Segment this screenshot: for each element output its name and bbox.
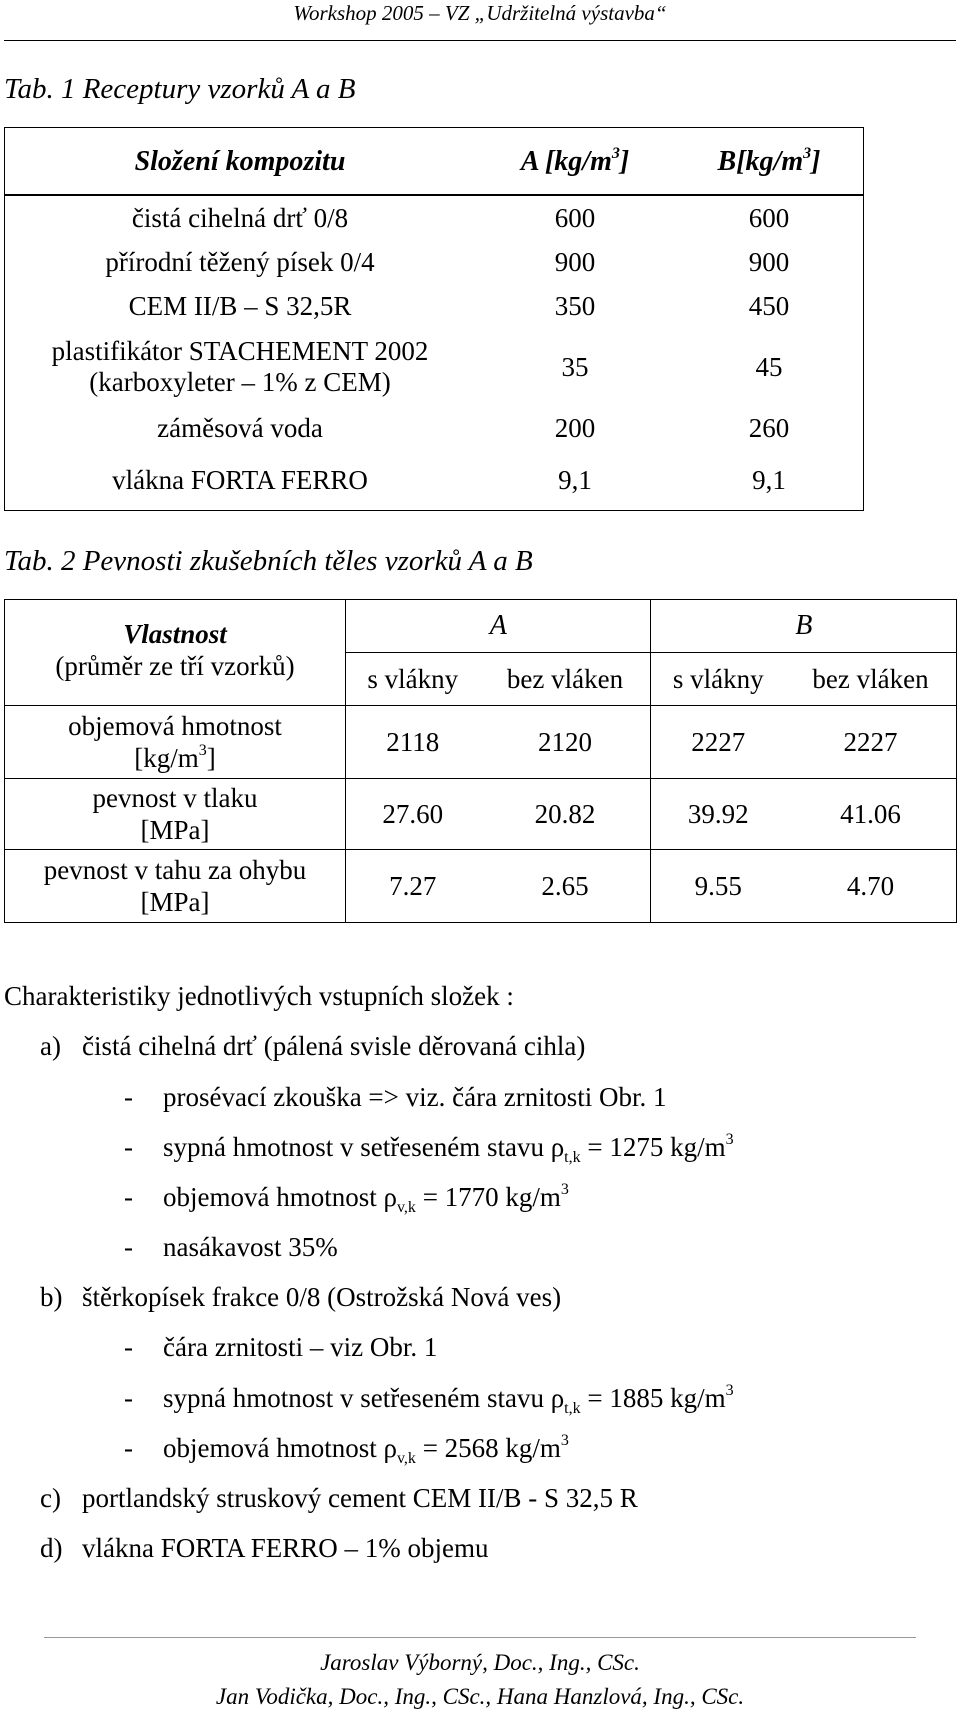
page-header	[0, 0, 960, 36]
item-b-bulk-density: sypná hmotnost v setřeseném stavu $\rho_{t,k} = 1885$ $kg/m^3$	[163, 1382, 734, 1417]
table2-cell-value: 27.60	[346, 779, 480, 850]
table2-cell-label: pevnost v tlaku [MPa]	[5, 779, 346, 850]
item-a-label: a)	[40, 1031, 61, 1061]
table2-sub-b-without: bez vláken	[785, 653, 956, 706]
header-text: Workshop 2005 – VZ „Udržitelná výstavba“	[293, 1, 667, 25]
item-b-text: štěrkopísek frakce 0/8 (Ostrožská Nová ves)	[82, 1282, 562, 1312]
item-a-absorption: nasákavost 35%	[163, 1232, 338, 1262]
list-dash: -	[124, 1082, 133, 1112]
table1-cell-b: 45	[755, 351, 783, 382]
table1-cell-label: čistá cihelná drť 0/8	[131, 202, 349, 233]
footer-author-2: Jan Vodička, Doc., Ing., CSc., Hana Hanzlová, Ing., CSc.	[215, 1684, 745, 1709]
table2-col-property	[5, 600, 346, 706]
table1-cell-label: plastifikátor STACHEMENT 2002 (karboxyleter – 1% z CEM)	[51, 336, 429, 397]
item-a-volume-density: objemová hmotnost $\rho_{v,k} = 1770$ $kg/m^3$	[163, 1181, 569, 1216]
table1-cell-a: 35	[561, 351, 589, 382]
table2-cell-value: 2227	[785, 706, 956, 779]
table2-cell-value: 41.06	[785, 779, 956, 850]
table1-cell-b: 450	[748, 290, 790, 321]
footer-divider	[44, 1637, 916, 1638]
table1-cell-b: 260	[748, 412, 790, 443]
table-row	[5, 328, 864, 406]
item-d-text: vlákna FORTA FERRO – 1% objemu	[82, 1533, 489, 1563]
table2-cell-value: 2118	[346, 706, 480, 779]
table1-cell-label: záměsová voda	[157, 412, 323, 443]
list-dash: -	[124, 1232, 133, 1262]
table-row	[5, 779, 957, 850]
table1-cell-b: 600	[748, 202, 790, 233]
table-row	[5, 195, 864, 240]
table1-cell-b: 900	[748, 246, 790, 277]
table2-cell-value: 39.92	[651, 779, 785, 850]
item-c-text: portlandský struskový cement CEM II/B - S 32,5 R	[82, 1483, 638, 1513]
table-row	[5, 850, 957, 923]
list-dash: -	[124, 1383, 133, 1413]
table2-sub-a-without: bez vláken	[480, 653, 651, 706]
table1-header-row	[5, 128, 864, 196]
table2	[4, 599, 957, 923]
table2-sub-a-with: s vlákny	[346, 653, 480, 706]
table2-cell-value: 2.65	[480, 850, 651, 923]
table1-col-a: A $[kg/m^3]$	[475, 128, 675, 196]
table2-col-b: B	[651, 600, 957, 653]
table2-col-a: A	[346, 600, 651, 653]
table2-cell-label: objemová hmotnost $[kg/m^3]$	[5, 706, 346, 779]
table2-sub-b-with: s vlákny	[651, 653, 785, 706]
table1-caption: Tab. 1 Receptury vzorků A a B	[4, 73, 356, 105]
table2-caption: Tab. 2 Pevnosti zkušebních těles vzorků A a B	[4, 545, 533, 577]
table-row	[5, 284, 864, 328]
table1-col-b: $B[kg/m^3]$	[675, 128, 864, 196]
table2-header-row	[5, 600, 957, 653]
list-dash: -	[124, 1332, 133, 1362]
table-row	[5, 240, 864, 284]
footer-author-1: Jaroslav Výborný, Doc., Ing., CSc.	[320, 1650, 640, 1675]
item-d-label: d)	[40, 1533, 63, 1563]
item-a-bulk-density: sypná hmotnost v setřeseném stavu $\rho_{t,k} = 1275$ $kg/m^3$	[163, 1131, 734, 1166]
table2-cell-value: 2227	[651, 706, 785, 779]
table1-cell-a: 200	[554, 412, 596, 443]
list-dash: -	[124, 1132, 133, 1162]
header-divider	[4, 40, 956, 41]
table1	[4, 127, 864, 511]
table1-col-composition: Složení kompozitu	[5, 128, 476, 196]
table2-col-property-sub: (průměr ze tří vzorků)	[55, 650, 295, 681]
item-a-text: čistá cihelná drť (pálená svisle děrovaná cihla)	[82, 1031, 586, 1061]
table2-cell-value: 2120	[480, 706, 651, 779]
list-dash: -	[124, 1182, 133, 1212]
table1-cell-a: 9,1	[558, 464, 592, 495]
table1-cell-label: vlákna FORTA FERRO	[112, 464, 368, 495]
item-b-volume-density: objemová hmotnost $\rho_{v,k} = 2568$ $kg/m^3$	[163, 1432, 569, 1467]
list-dash: -	[124, 1433, 133, 1463]
table-row	[5, 450, 864, 511]
table2-cell-value: 20.82	[480, 779, 651, 850]
item-a-sieve: prosévací zkouška => viz. čára zrnitosti Obr. 1	[163, 1082, 667, 1112]
table1-cell-a: 350	[554, 290, 596, 321]
table1-cell-label: přírodní těžený písek 0/4	[105, 246, 375, 277]
table-row	[5, 406, 864, 450]
table2-cell-value: 4.70	[785, 850, 956, 923]
item-b-grading: čára zrnitosti – viz Obr. 1	[163, 1332, 438, 1362]
table2-cell-label: pevnost v tahu za ohybu [MPa]	[5, 850, 346, 923]
table1-cell-a: 600	[554, 202, 596, 233]
table2-col-property-title: Vlastnost	[123, 618, 227, 649]
section-title: Charakteristiky jednotlivých vstupních složek :	[4, 981, 514, 1011]
table2-cell-value: 7.27	[346, 850, 480, 923]
table1-cell-a: 900	[554, 246, 596, 277]
table-row	[5, 706, 957, 779]
table2-cell-value: 9.55	[651, 850, 785, 923]
item-c-label: c)	[40, 1483, 61, 1513]
item-b-label: b)	[40, 1282, 63, 1312]
table1-cell-label: CEM II/B – S 32,5R	[128, 290, 352, 321]
table1-cell-b: 9,1	[752, 464, 786, 495]
